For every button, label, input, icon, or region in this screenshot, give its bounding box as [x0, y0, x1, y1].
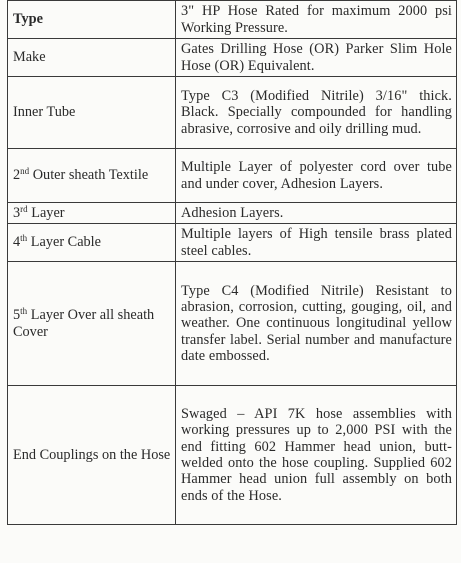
row-value: Adhesion Layers. — [176, 203, 457, 224]
hose-specification-table — [7, 0, 457, 525]
table-row — [8, 77, 457, 149]
row-value: Multiple layers of High tensile brass plated steel cables. — [176, 224, 457, 262]
row-label: Type — [8, 1, 176, 39]
table-row — [8, 262, 457, 386]
row-label: 4th Layer Cable — [8, 224, 176, 262]
row-value: 3" HP Hose Rated for maximum 2000 psi Working Pressure. — [176, 1, 457, 39]
table-row — [8, 224, 457, 262]
table-row — [8, 39, 457, 77]
row-label: Inner Tube — [8, 77, 176, 149]
row-label: End Couplings on the Hose — [8, 386, 176, 525]
row-value: Multiple Layer of polyester cord over tube and under cover, Adhesion Layers. — [176, 149, 457, 203]
table-row — [8, 149, 457, 203]
row-value: Type C3 (Modified Nitrile) 3/16" thick. Black. Specially compounded for handling abrasive, corrosive and oily drilling mud. — [176, 77, 457, 149]
table-row — [8, 203, 457, 224]
table-row — [8, 1, 457, 39]
row-value: Swaged – API 7K hose assemblies with working pressures up to 2,000 PSI with the end fitting 602 Hammer head union, butt-welded onto the hose coupling. Supplied 602 Hammer head union full assembly on both ends of the Hose. — [176, 386, 457, 525]
row-value: Type C4 (Modified Nitrile) Resistant to abrasion, corrosion, cutting, gouging, oil, and weather. One continuous longitudinal yellow transfer label. Serial number and manufacture date embossed. — [176, 262, 457, 386]
table-row — [8, 386, 457, 525]
row-label: 5th Layer Over all sheath Cover — [8, 262, 176, 386]
row-label: 3rd Layer — [8, 203, 176, 224]
row-value: Gates Drilling Hose (OR) Parker Slim Hole Hose (OR) Equivalent. — [176, 39, 457, 77]
row-label: 2nd Outer sheath Textile — [8, 149, 176, 203]
row-label: Make — [8, 39, 176, 77]
